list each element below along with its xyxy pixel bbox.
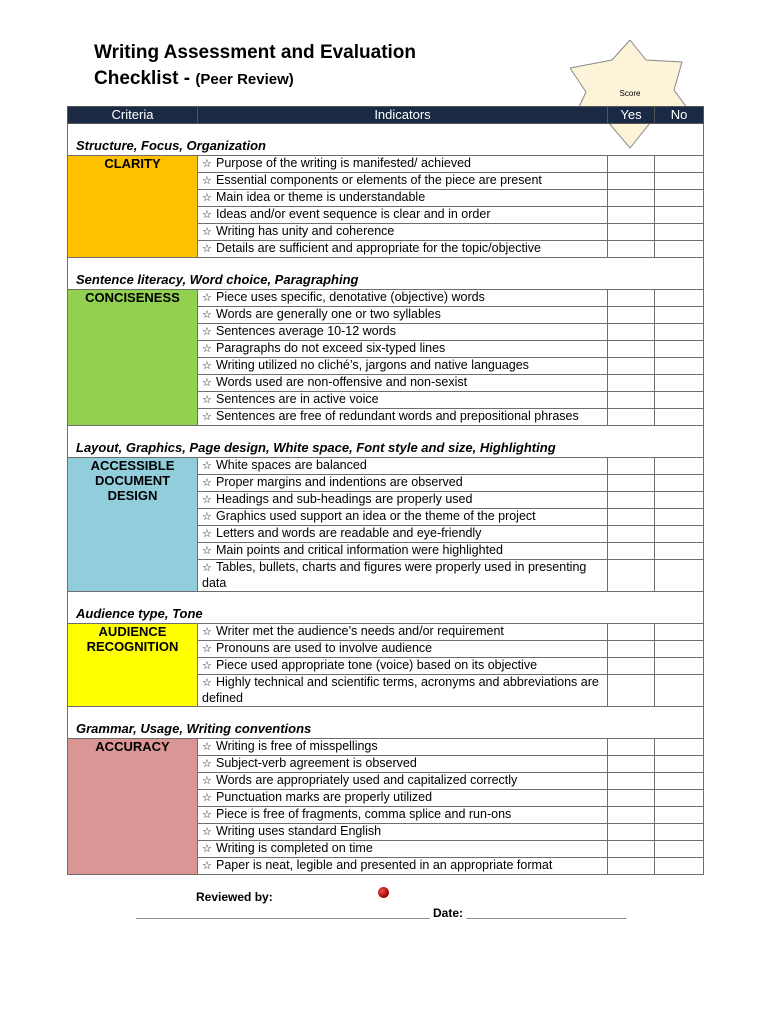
section-heading: Sentence literacy, Word choice, Paragraphing [68, 258, 704, 290]
no-checkbox-cell[interactable] [655, 207, 704, 224]
yes-checkbox-cell[interactable] [608, 492, 655, 509]
indicator-cell [198, 290, 608, 307]
title-checklist: Checklist - [94, 68, 196, 89]
indicator-text: Proper margins and indentions are observed [216, 475, 463, 489]
indicator-row [68, 458, 704, 475]
yes-checkbox-cell[interactable] [608, 307, 655, 324]
indicator-text: Subject-verb agreement is observed [216, 756, 417, 770]
section-heading: Grammar, Usage, Writing conventions [68, 707, 704, 739]
section-heading: Layout, Graphics, Page design, White space, Font style and size, Highlighting [68, 426, 704, 458]
yes-checkbox-cell[interactable] [608, 475, 655, 492]
no-checkbox-cell[interactable] [655, 509, 704, 526]
star-bullet-icon: ☆ [202, 243, 212, 255]
yes-checkbox-cell[interactable] [608, 156, 655, 173]
no-checkbox-cell[interactable] [655, 658, 704, 675]
criteria-cell: CONCISENESS [68, 290, 198, 426]
indicator-cell [198, 824, 608, 841]
indicator-cell [198, 224, 608, 241]
indicator-text: Paper is neat, legible and presented in an appropriate format [216, 858, 553, 872]
indicator-text: Writing is free of misspellings [216, 739, 378, 753]
yes-checkbox-cell[interactable] [608, 543, 655, 560]
checklist-table [67, 106, 704, 875]
yes-checkbox-cell[interactable] [608, 358, 655, 375]
yes-checkbox-cell[interactable] [608, 375, 655, 392]
criteria-cell: ACCURACY [68, 739, 198, 875]
indicator-text: Writing is completed on time [216, 841, 373, 855]
star-bullet-icon: ☆ [202, 626, 212, 638]
no-checkbox-cell[interactable] [655, 224, 704, 241]
yes-checkbox-cell[interactable] [608, 173, 655, 190]
header-yes: Yes [608, 107, 655, 124]
title-line-1: Writing Assessment and Evaluation [94, 42, 417, 63]
indicator-text: Punctuation marks are properly utilized [216, 790, 433, 804]
indicator-cell [198, 675, 608, 707]
yes-checkbox-cell[interactable] [608, 560, 655, 592]
indicator-text: Writing uses standard English [216, 824, 382, 838]
no-checkbox-cell[interactable] [655, 526, 704, 543]
yes-checkbox-cell[interactable] [608, 207, 655, 224]
no-checkbox-cell[interactable] [655, 341, 704, 358]
yes-checkbox-cell[interactable] [608, 756, 655, 773]
star-bullet-icon: ☆ [202, 643, 212, 655]
yes-checkbox-cell[interactable] [608, 526, 655, 543]
yes-checkbox-cell[interactable] [608, 773, 655, 790]
star-bullet-icon: ☆ [202, 511, 212, 523]
indicator-cell [198, 207, 608, 224]
indicator-cell [198, 641, 608, 658]
indicator-text: Tables, bullets, charts and figures were properly used in presenting data [202, 560, 587, 590]
no-checkbox-cell[interactable] [655, 773, 704, 790]
no-checkbox-cell[interactable] [655, 156, 704, 173]
indicator-text: Sentences are in active voice [216, 392, 379, 406]
no-checkbox-cell[interactable] [655, 392, 704, 409]
yes-checkbox-cell[interactable] [608, 509, 655, 526]
no-checkbox-cell[interactable] [655, 841, 704, 858]
no-checkbox-cell[interactable] [655, 824, 704, 841]
no-checkbox-cell[interactable] [655, 543, 704, 560]
indicator-text: Piece uses specific, denotative (objective) words [216, 290, 485, 304]
score-label: Score [619, 89, 641, 98]
indicator-cell [198, 358, 608, 375]
indicator-cell [198, 341, 608, 358]
no-checkbox-cell[interactable] [655, 409, 704, 426]
star-bullet-icon: ☆ [202, 209, 212, 221]
yes-checkbox-cell[interactable] [608, 824, 655, 841]
indicator-cell [198, 807, 608, 824]
yes-checkbox-cell[interactable] [608, 190, 655, 207]
star-bullet-icon: ☆ [202, 562, 212, 574]
indicator-text: Pronouns are used to involve audience [216, 641, 433, 655]
indicator-text: Highly technical and scientific terms, acronyms and abbreviations are defined [202, 675, 599, 705]
yes-checkbox-cell[interactable] [608, 675, 655, 707]
section-heading-row [68, 258, 704, 290]
signature-date-line [136, 906, 627, 920]
star-bullet-icon: ☆ [202, 309, 212, 321]
reviewed-by-label: Reviewed by: [196, 890, 273, 904]
red-dot-marker [378, 887, 389, 898]
yes-checkbox-cell[interactable] [608, 658, 655, 675]
date-label: Date: [433, 906, 464, 920]
yes-checkbox-cell[interactable] [608, 324, 655, 341]
indicator-cell [198, 190, 608, 207]
no-checkbox-cell[interactable] [655, 675, 704, 707]
star-bullet-icon: ☆ [202, 292, 212, 304]
criteria-cell: ACCESSIBLE DOCUMENT DESIGN [68, 458, 198, 592]
indicator-cell [198, 790, 608, 807]
star-bullet-icon: ☆ [202, 775, 212, 787]
indicator-cell [198, 307, 608, 324]
indicator-text: Writer met the audience’s needs and/or requirement [216, 624, 504, 638]
star-bullet-icon: ☆ [202, 494, 212, 506]
indicator-cell [198, 475, 608, 492]
signature-line[interactable]: ____________________________________________ [136, 906, 430, 920]
criteria-cell: AUDIENCE RECOGNITION [68, 624, 198, 707]
star-bullet-icon: ☆ [202, 826, 212, 838]
indicator-cell [198, 509, 608, 526]
indicator-row [68, 624, 704, 641]
indicator-row [68, 156, 704, 173]
yes-checkbox-cell[interactable] [608, 241, 655, 258]
section-heading-row [68, 426, 704, 458]
indicator-text: Main points and critical information were highlighted [216, 543, 503, 557]
no-checkbox-cell[interactable] [655, 492, 704, 509]
yes-checkbox-cell[interactable] [608, 409, 655, 426]
indicator-text: Sentences average 10-12 words [216, 324, 396, 338]
no-checkbox-cell[interactable] [655, 475, 704, 492]
yes-checkbox-cell[interactable] [608, 790, 655, 807]
title-subtitle: (Peer Review) [195, 71, 294, 88]
no-checkbox-cell[interactable] [655, 756, 704, 773]
indicator-text: Writing has unity and coherence [216, 224, 395, 238]
star-bullet-icon: ☆ [202, 792, 212, 804]
indicator-cell [198, 543, 608, 560]
indicator-row [68, 739, 704, 756]
yes-checkbox-cell[interactable] [608, 641, 655, 658]
star-bullet-icon: ☆ [202, 377, 212, 389]
indicator-text: Words are appropriately used and capitalized correctly [216, 773, 518, 787]
no-checkbox-cell[interactable] [655, 324, 704, 341]
star-bullet-icon: ☆ [202, 741, 212, 753]
indicator-text: Ideas and/or event sequence is clear and in order [216, 207, 491, 221]
indicator-cell [198, 492, 608, 509]
title-line-2 [94, 66, 416, 93]
no-checkbox-cell[interactable] [655, 190, 704, 207]
indicator-cell [198, 560, 608, 592]
section-heading: Structure, Focus, Organization [68, 124, 704, 156]
indicator-cell [198, 739, 608, 756]
no-checkbox-cell[interactable] [655, 241, 704, 258]
page-title [94, 40, 416, 93]
header-no: No [655, 107, 704, 124]
indicator-cell [198, 375, 608, 392]
indicator-text: Words used are non-offensive and non-sexist [216, 375, 468, 389]
indicator-cell [198, 458, 608, 475]
no-checkbox-cell[interactable] [655, 290, 704, 307]
indicator-cell [198, 773, 608, 790]
indicator-text: Paragraphs do not exceed six-typed lines [216, 341, 446, 355]
indicator-text: Purpose of the writing is manifested/ achieved [216, 156, 471, 170]
star-bullet-icon: ☆ [202, 411, 212, 423]
indicator-text: White spaces are balanced [216, 458, 367, 472]
star-bullet-icon: ☆ [202, 226, 212, 238]
no-checkbox-cell[interactable] [655, 173, 704, 190]
yes-checkbox-cell[interactable] [608, 224, 655, 241]
star-bullet-icon: ☆ [202, 326, 212, 338]
yes-checkbox-cell[interactable] [608, 841, 655, 858]
yes-checkbox-cell[interactable] [608, 290, 655, 307]
indicator-text: Graphics used support an idea or the theme of the project [216, 509, 536, 523]
yes-checkbox-cell[interactable] [608, 392, 655, 409]
indicator-cell [198, 173, 608, 190]
star-bullet-icon: ☆ [202, 677, 212, 689]
date-line[interactable]: ________________________ [466, 906, 627, 920]
no-checkbox-cell[interactable] [655, 375, 704, 392]
yes-checkbox-cell[interactable] [608, 341, 655, 358]
no-checkbox-cell[interactable] [655, 624, 704, 641]
star-bullet-icon: ☆ [202, 360, 212, 372]
section-heading-row [68, 707, 704, 739]
star-bullet-icon: ☆ [202, 809, 212, 821]
yes-checkbox-cell[interactable] [608, 807, 655, 824]
no-checkbox-cell[interactable] [655, 790, 704, 807]
section-heading: Audience type, Tone [68, 592, 704, 624]
table-header-row [68, 107, 704, 124]
no-checkbox-cell[interactable] [655, 858, 704, 875]
star-bullet-icon: ☆ [202, 528, 212, 540]
star-bullet-icon: ☆ [202, 175, 212, 187]
header-criteria: Criteria [68, 107, 198, 124]
criteria-cell: CLARITY [68, 156, 198, 258]
no-checkbox-cell[interactable] [655, 458, 704, 475]
indicator-row [68, 290, 704, 307]
star-bullet-icon: ☆ [202, 460, 212, 472]
yes-checkbox-cell[interactable] [608, 624, 655, 641]
star-bullet-icon: ☆ [202, 477, 212, 489]
star-bullet-icon: ☆ [202, 660, 212, 672]
indicator-text: Letters and words are readable and eye-friendly [216, 526, 482, 540]
indicator-cell [198, 409, 608, 426]
indicator-cell [198, 658, 608, 675]
indicator-cell [198, 756, 608, 773]
star-bullet-icon: ☆ [202, 343, 212, 355]
no-checkbox-cell[interactable] [655, 807, 704, 824]
no-checkbox-cell[interactable] [655, 307, 704, 324]
star-bullet-icon: ☆ [202, 758, 212, 770]
indicator-text: Words are generally one or two syllables [216, 307, 441, 321]
star-bullet-icon: ☆ [202, 394, 212, 406]
yes-checkbox-cell[interactable] [608, 858, 655, 875]
indicator-text: Writing utilized no cliché’s, jargons and native languages [216, 358, 529, 372]
no-checkbox-cell[interactable] [655, 641, 704, 658]
indicator-text: Piece used appropriate tone (voice) based on its objective [216, 658, 538, 672]
star-bullet-icon: ☆ [202, 158, 212, 170]
star-bullet-icon: ☆ [202, 860, 212, 872]
star-bullet-icon: ☆ [202, 545, 212, 557]
star-bullet-icon: ☆ [202, 843, 212, 855]
indicator-cell [198, 841, 608, 858]
no-checkbox-cell[interactable] [655, 560, 704, 592]
section-heading-row [68, 124, 704, 156]
no-checkbox-cell[interactable] [655, 358, 704, 375]
indicator-cell [198, 526, 608, 543]
checklist-body [68, 124, 704, 875]
indicator-text: Sentences are free of redundant words and prepositional phrases [216, 409, 579, 423]
no-checkbox-cell[interactable] [655, 739, 704, 756]
indicator-cell [198, 392, 608, 409]
header-indicators: Indicators [198, 107, 608, 124]
yes-checkbox-cell[interactable] [608, 739, 655, 756]
indicator-cell [198, 241, 608, 258]
indicator-cell [198, 324, 608, 341]
indicator-text: Main idea or theme is understandable [216, 190, 426, 204]
yes-checkbox-cell[interactable] [608, 458, 655, 475]
section-heading-row [68, 592, 704, 624]
indicator-cell [198, 156, 608, 173]
star-bullet-icon: ☆ [202, 192, 212, 204]
indicator-text: Piece is free of fragments, comma splice and run-ons [216, 807, 512, 821]
indicator-cell [198, 858, 608, 875]
indicator-cell [198, 624, 608, 641]
indicator-text: Details are sufficient and appropriate for the topic/objective [216, 241, 541, 255]
indicator-text: Essential components or elements of the piece are present [216, 173, 542, 187]
indicator-text: Headings and sub-headings are properly used [216, 492, 473, 506]
